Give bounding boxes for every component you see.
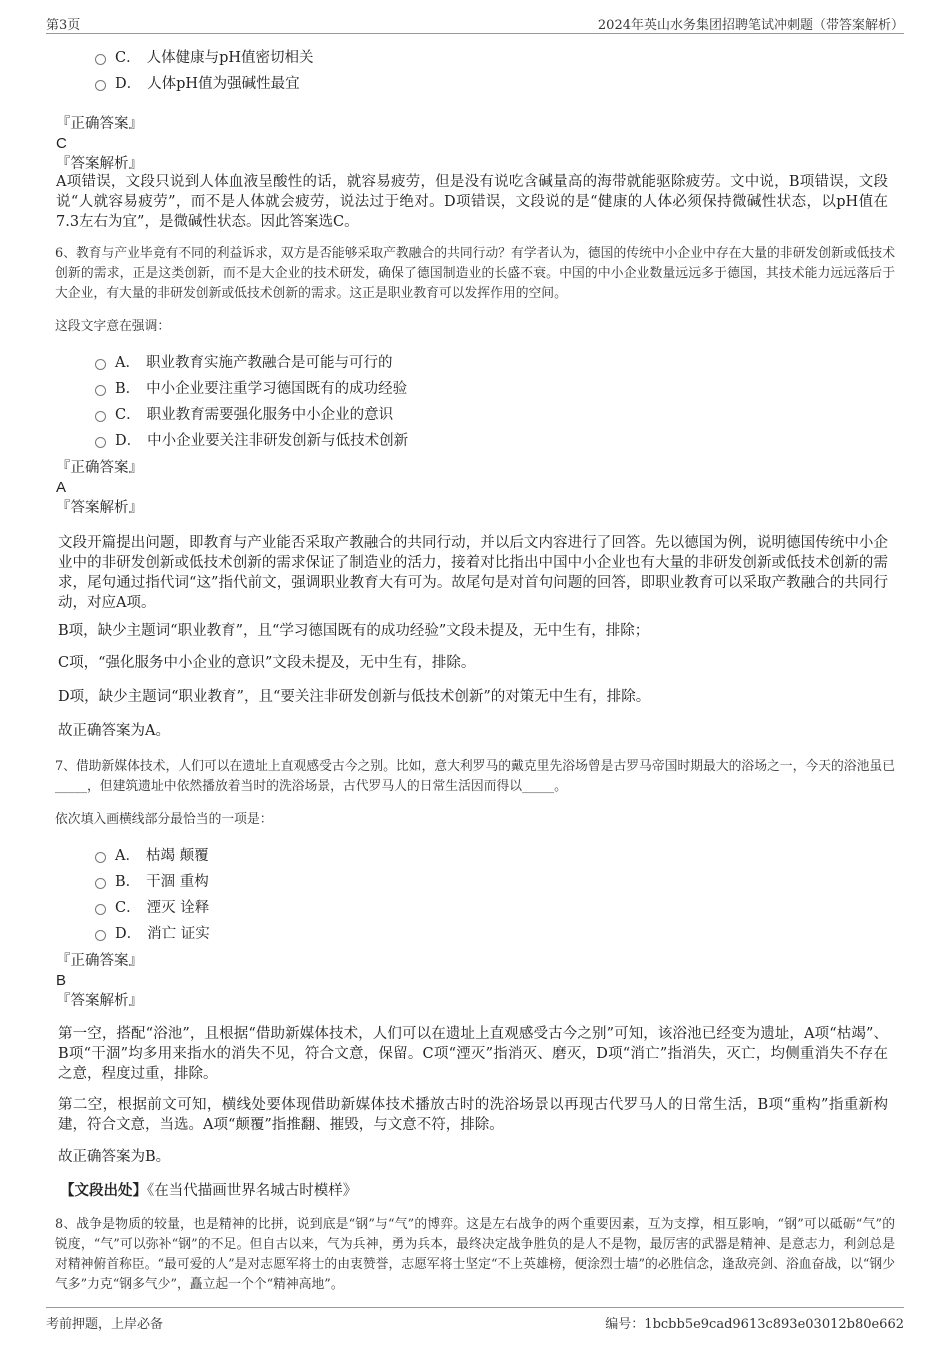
q6-analysis-p3: C项，“强化服务中小企业的意识”文段未提及，无中生有，排除。: [58, 655, 476, 671]
q5-analysis-label: 『答案解析』: [56, 156, 143, 172]
q5-analysis: A项错误，文段只说到人体血液呈酸性的话，就容易疲劳，但是没有说吃含碱量高的海带就能驱除疲劳。文中说，B项错误，文段说“人就容易疲劳”，而不是人体就会疲劳，说法过于绝对。D项错误，文段说的是“健康的人体必须保持微碱性状态，以pH值在7.3左右为宜”，是微碱性状态。因此答案选C。: [56, 174, 888, 230]
radio-icon[interactable]: [95, 54, 106, 65]
q5-option-d[interactable]: D． 人体pH值为强碱性最宜: [95, 72, 300, 96]
q6-analysis-label: 『答案解析』: [56, 500, 143, 516]
q7-option-a[interactable]: A． 枯竭 颠覆: [95, 844, 209, 868]
q7-option-c[interactable]: C． 湮灭 诠释: [95, 896, 209, 920]
q6-analysis-p5: 故正确答案为A。: [58, 723, 170, 739]
q7-answer-label: 『正确答案』: [56, 953, 143, 969]
radio-icon[interactable]: [95, 930, 106, 941]
radio-icon[interactable]: [95, 437, 106, 448]
radio-icon[interactable]: [95, 878, 106, 889]
radio-icon[interactable]: [95, 359, 106, 370]
q7-option-d[interactable]: D． 消亡 证实: [95, 922, 210, 946]
q6-analysis-p4: D项，缺少主题词“职业教育”，且“要关注非研发创新与低技术创新”的对策无中生有，排除。: [58, 689, 651, 705]
q5-answer: C: [56, 135, 67, 152]
q6-option-b[interactable]: B． 中小企业要注重学习德国既有的成功经验: [95, 377, 407, 401]
q6-answer: A: [56, 479, 67, 496]
page-footer: [46, 1313, 904, 1333]
q6-prompt: 这段文字意在强调：: [55, 319, 171, 334]
document-code: 编号：1bcbb5e9cad9613c893e03012b80e662: [605, 1317, 904, 1332]
radio-icon[interactable]: [95, 904, 106, 915]
radio-icon[interactable]: [95, 852, 106, 863]
q6-option-d[interactable]: D． 中小企业要关注非研发创新与低技术创新: [95, 429, 408, 453]
q6-analysis-p2: B项，缺少主题词“职业教育”，且“学习德国既有的成功经验”文段未提及，无中生有，排除；: [58, 623, 650, 639]
q7-analysis-label: 『答案解析』: [56, 993, 143, 1009]
q7-source-title: 《在当代描画世界名城古时模样》: [147, 1183, 358, 1199]
q7-analysis-p1: 第一空，搭配“浴池”，且根据“借助新媒体技术，人们可以在遗址上直观感受古今之别”可知，该浴池已经变为遗址，A项“枯竭”、B项“干涸”均多用来指水的消失不见，符合文意，保留。C项“湮灭”指消灭、磨灭，D项“消亡”指消失，灭亡，均侧重消失不存在之意，程度过重，排除。: [58, 1026, 888, 1082]
q7-source: [60, 1181, 357, 1201]
footer-slogan: 考前押题，上岸必备: [46, 1317, 164, 1332]
page-number: 第3页: [46, 18, 81, 33]
radio-icon[interactable]: [95, 80, 106, 91]
radio-icon[interactable]: [95, 385, 106, 396]
q7-prompt: 依次填入画横线部分最恰当的一项是：: [55, 812, 273, 827]
q8-stem: 8、战争是物质的较量，也是精神的比拼，说到底是“钢”与“气”的博弈。这是左右战争的两个重要因素，互为支撑，相互影响，“钢”可以砥砺“气”的锐度，“气”可以弥补“钢”的不足。但自古以来，气为兵神，勇为兵本，最终决定战争胜负的是人不是物，最厉害的武器是精神、是意志力，利剑总是对精神俯首称臣。“最可爱的人”是对志愿军将士的由衷赞誉，志愿军将士坚定“不上英雄榜，便涂烈士墙”的必胜信念，逢敌亮剑、浴血奋战，以“钢少气多”力克“钢多气少”，矗立起一个个“精神高地”。: [55, 1217, 895, 1292]
q6-analysis-p1: 文段开篇提出问题，即教育与产业能否采取产教融合的共同行动，并以后文内容进行了回答。先以德国为例，说明德国传统中小企业中的非研发创新或低技术创新的需求保证了制造业的活力，接着对比指出中国中小企业也有大量的非研发创新或低技术创新的需求，尾句通过指代词“这”指代前文，强调职业教育大有可为。故尾句是对首句问题的回答，即职业教育可以采取产教融合的共同行动，对应A项。: [58, 535, 888, 611]
q5-answer-label: 『正确答案』: [56, 116, 143, 132]
q5-option-c[interactable]: C． 人体健康与pH值密切相关: [95, 46, 314, 70]
document-title: 2024年英山水务集团招聘笔试冲刺题（带答案解析）: [597, 18, 904, 33]
q7-analysis-p3: 故正确答案为B。: [58, 1149, 171, 1165]
q6-option-c[interactable]: C． 职业教育需要强化服务中小企业的意识: [95, 403, 393, 427]
q7-option-b[interactable]: B． 干涸 重构: [95, 870, 209, 894]
q7-source-label: 【文段出处】: [60, 1182, 147, 1199]
q6-answer-label: 『正确答案』: [56, 460, 143, 476]
page-header: [46, 14, 904, 34]
q7-stem: 7、借助新媒体技术，人们可以在遗址上直观感受古今之别。比如，意大利罗马的戴克里先浴场曾是古罗马帝国时期最大的浴场之一，今天的浴池虽已_____，但建筑遗址中依然播放着当时的洗浴场景，古代罗马人的日常生活因而得以_____。: [55, 759, 895, 794]
q6-stem: 6、教育与产业毕竟有不同的利益诉求，双方是否能够采取产教融合的共同行动？有学者认为，德国的传统中小企业中存在大量的非研发创新或低技术创新的需求，正是这类创新，而不是大企业的技术研发，确保了德国制造业的长盛不衰。中国的中小企业数量远远多于德国，其技术能力远远落后于大企业，有大量的非研发创新或低技术创新的需求。这正是职业教育可以发挥作用的空间。: [55, 246, 895, 301]
q7-analysis-p2: 第二空，根据前文可知，横线处要体现借助新媒体技术播放古时的洗浴场景以再现古代罗马人的日常生活，B项“重构”指重新构建，符合文意，当选。A项“颠覆”指推翻、摧毁，与文意不符，排除。: [58, 1097, 888, 1133]
q6-option-a[interactable]: A． 职业教育实施产教融合是可能与可行的: [95, 351, 392, 375]
header-divider: [46, 33, 904, 34]
q7-answer: B: [56, 972, 67, 989]
radio-icon[interactable]: [95, 411, 106, 422]
footer-divider: [46, 1307, 904, 1308]
